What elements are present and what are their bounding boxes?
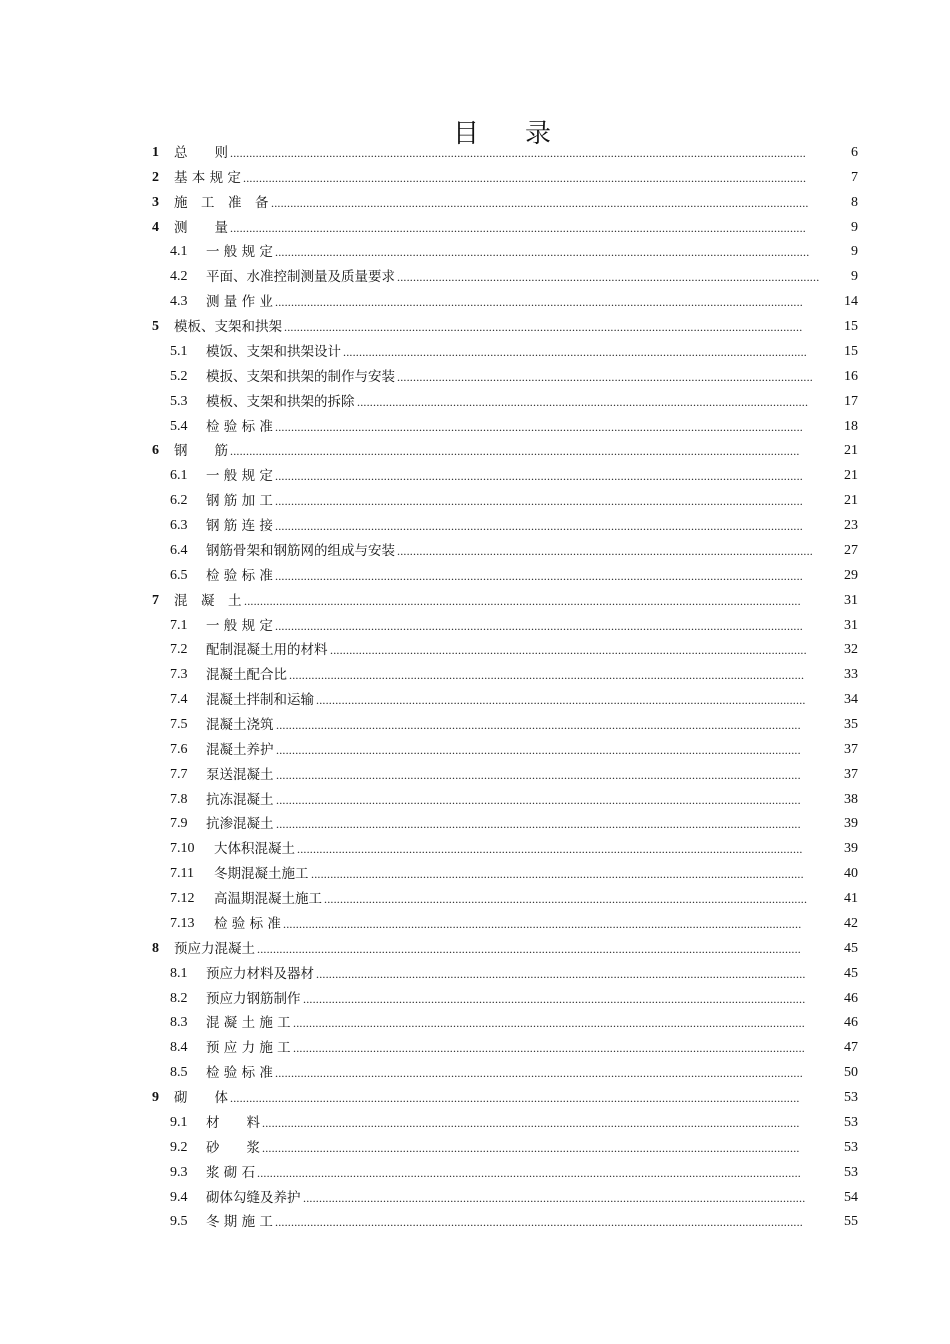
toc-entry-title: 钢 筋 bbox=[174, 443, 228, 460]
toc-section-entry[interactable] bbox=[0, 365, 950, 389]
toc-section-entry[interactable] bbox=[0, 1136, 950, 1160]
toc-section-entry[interactable] bbox=[0, 290, 950, 314]
toc-entry-page-number: 27 bbox=[844, 542, 858, 558]
dot-leader: .................................................................................................................................................................... bbox=[276, 718, 801, 732]
toc-entry-title: 钢 筋 连 接 bbox=[206, 518, 273, 535]
toc-entry-page-number: 6 bbox=[851, 145, 858, 160]
dot-leader: ......................................................................................................................................................... bbox=[316, 693, 806, 708]
toc-entry-page-number: 53 bbox=[844, 1090, 858, 1106]
toc-section-entry[interactable] bbox=[0, 912, 950, 936]
toc-section-entry[interactable] bbox=[0, 340, 950, 364]
dot-leader: .............................................................................................................................................................. bbox=[297, 842, 803, 857]
dot-leader: .................................................................................................................................................................................. bbox=[230, 444, 800, 459]
toc-entry-title: 配制混凝土用的材料 bbox=[206, 642, 328, 659]
toc-entry-number: 6.2 bbox=[170, 493, 188, 509]
toc-section-entry[interactable] bbox=[0, 763, 950, 787]
toc-chapter-entry[interactable] bbox=[0, 315, 950, 339]
toc-entry-page-number: 9 bbox=[851, 269, 858, 285]
toc-section-entry[interactable] bbox=[0, 489, 950, 513]
dot-leader: ................................................................................................................................................................ bbox=[293, 1016, 805, 1031]
toc-entry-title: 混凝土浇筑 bbox=[206, 717, 274, 733]
toc-entry-title: 钢筋骨架和钢筋网的组成与安装 bbox=[206, 542, 395, 559]
dot-leader: ........................................................................................................................................................................ bbox=[262, 1140, 800, 1155]
dot-leader: ....................................................................................................................................................................... bbox=[275, 245, 810, 260]
toc-section-entry[interactable] bbox=[0, 688, 950, 712]
dot-leader: ................................................................................................................................................. bbox=[343, 344, 807, 359]
toc-entry-title: 检 验 标 准 bbox=[206, 418, 273, 435]
toc-entry-page-number: 17 bbox=[844, 393, 858, 409]
toc-entry-title: 预 应 力 施 工 bbox=[206, 1040, 291, 1057]
toc-section-entry[interactable] bbox=[0, 962, 950, 986]
toc-entry-page-number: 33 bbox=[844, 667, 858, 683]
dot-leader: .................................................................................................................................................................... bbox=[276, 792, 801, 807]
toc-section-entry[interactable] bbox=[0, 1011, 950, 1035]
toc-entry-page-number: 32 bbox=[844, 642, 858, 658]
toc-entry-title: 检 验 标 准 bbox=[214, 915, 281, 932]
toc-entry-title: 混 凝 土 施 工 bbox=[206, 1015, 291, 1032]
toc-entry-number: 5.1 bbox=[170, 343, 188, 359]
toc-entry-number: 9.4 bbox=[170, 1189, 188, 1205]
toc-section-entry[interactable] bbox=[0, 738, 950, 762]
toc-entry-title: 材 料 bbox=[206, 1114, 260, 1131]
dot-leader: .................................................................................................................................................................... bbox=[276, 767, 801, 782]
toc-entry-page-number: 39 bbox=[844, 841, 858, 857]
toc-section-entry[interactable] bbox=[0, 1210, 950, 1234]
toc-entry-page-number: 37 bbox=[844, 766, 858, 782]
toc-entry-title: 检 验 标 准 bbox=[206, 567, 273, 584]
toc-entry-page-number: 9 bbox=[851, 244, 858, 260]
toc-entry-number: 7 bbox=[152, 592, 159, 608]
toc-entry-title: 平面、水准控制测量及质量要求 bbox=[206, 269, 395, 286]
dot-leader: ........................................................................................................................................................................ bbox=[262, 1115, 800, 1130]
toc-section-entry[interactable] bbox=[0, 713, 950, 737]
toc-entry-number: 7.1 bbox=[170, 617, 188, 633]
toc-entry-number: 9.5 bbox=[170, 1214, 188, 1230]
toc-entry-page-number: 29 bbox=[844, 567, 858, 583]
dot-leader: ..................................................................................................................................................................... bbox=[275, 494, 803, 509]
dot-leader: ..................................................................................................................................................................... bbox=[275, 295, 803, 310]
toc-entry-page-number: 35 bbox=[844, 717, 858, 732]
dot-leader: ............................................................................................................................................................. bbox=[303, 991, 806, 1006]
toc-section-entry[interactable] bbox=[0, 1186, 950, 1210]
toc-chapter-entry[interactable] bbox=[0, 937, 950, 961]
toc-entry-title: 基 本 规 定 bbox=[174, 169, 241, 186]
toc-entry-title: 冬 期 施 工 bbox=[206, 1214, 273, 1231]
toc-entry-page-number: 38 bbox=[844, 791, 858, 807]
toc-entry-number: 6 bbox=[152, 443, 159, 459]
toc-entry-number: 8.1 bbox=[170, 965, 188, 981]
toc-entry-number: 1 bbox=[152, 145, 159, 160]
dot-leader: .................................................................................................................................. bbox=[397, 543, 813, 558]
toc-section-entry[interactable] bbox=[0, 812, 950, 836]
dot-leader: .................................................................................................................................................................. bbox=[283, 916, 802, 931]
toc-entry-page-number: 9 bbox=[851, 219, 858, 235]
toc-entry-title: 测 量 bbox=[174, 219, 228, 236]
dot-leader: ........................................................................................................................................................................ bbox=[271, 195, 809, 210]
toc-entry-number: 3 bbox=[152, 194, 159, 210]
toc-entry-title: 高温期混凝土施工 bbox=[214, 891, 322, 908]
toc-entry-page-number: 46 bbox=[844, 990, 858, 1006]
toc-entry-title: 施 工 准 备 bbox=[174, 194, 269, 211]
dot-leader: ..................................................................................................................................................................... bbox=[275, 1215, 803, 1230]
toc-entry-number: 5.2 bbox=[170, 368, 188, 384]
toc-entry-title: 浆 砌 石 bbox=[206, 1164, 256, 1181]
toc-entry-number: 7.7 bbox=[170, 766, 188, 782]
toc-section-entry[interactable] bbox=[0, 1061, 950, 1085]
toc-entry-title: 冬期混凝土施工 bbox=[214, 866, 309, 883]
toc-chapter-entry[interactable] bbox=[0, 216, 950, 240]
toc-entry-title: 模饭、支架和拱架设计 bbox=[206, 343, 341, 360]
toc-entry-title: 混凝土配合比 bbox=[206, 667, 287, 684]
toc-chapter-entry[interactable] bbox=[0, 1086, 950, 1110]
toc-entry-number: 7.11 bbox=[170, 866, 194, 882]
toc-entry-title: 检 验 标 准 bbox=[206, 1065, 273, 1082]
toc-entry-number: 5.4 bbox=[170, 418, 188, 434]
toc-entry-page-number: 53 bbox=[844, 1114, 858, 1130]
toc-entry-page-number: 16 bbox=[844, 368, 858, 384]
toc-entry-number: 5 bbox=[152, 319, 159, 335]
toc-entry-page-number: 37 bbox=[844, 741, 858, 757]
toc-entry-title: 一 般 规 定 bbox=[206, 468, 273, 485]
toc-entry-page-number: 34 bbox=[844, 692, 858, 708]
toc-chapter-entry[interactable] bbox=[0, 589, 950, 613]
toc-entry-page-number: 23 bbox=[844, 518, 858, 534]
toc-entry-number: 9.2 bbox=[170, 1139, 188, 1155]
toc-entry-page-number: 18 bbox=[844, 418, 858, 434]
dot-leader: .................................................................................................................................................................... bbox=[276, 742, 801, 757]
toc-entry-title: 总 则 bbox=[174, 145, 228, 161]
toc-entry-title: 砌 体 bbox=[174, 1090, 228, 1107]
toc-chapter-entry[interactable] bbox=[0, 191, 950, 215]
toc-entry-title: 砂 浆 bbox=[206, 1139, 260, 1156]
toc-entry-page-number: 45 bbox=[844, 940, 858, 956]
toc-entry-number: 8.5 bbox=[170, 1065, 188, 1081]
toc-entry-number: 8.3 bbox=[170, 1015, 188, 1031]
toc-entry-number: 9 bbox=[152, 1090, 159, 1106]
toc-section-entry[interactable] bbox=[0, 464, 950, 488]
toc-entry-title: 抗冻混凝土 bbox=[206, 791, 274, 808]
toc-section-entry[interactable] bbox=[0, 614, 950, 638]
dot-leader: .............................................................................................................................................................................. bbox=[244, 593, 801, 608]
toc-entry-page-number: 14 bbox=[844, 294, 858, 310]
dot-leader: ................................................................................................................................................................................ bbox=[243, 170, 807, 185]
toc-entry-page-number: 47 bbox=[844, 1040, 858, 1056]
toc-entry-page-number: 55 bbox=[844, 1214, 858, 1230]
dot-leader: ..................................................................................................................................................................... bbox=[275, 568, 803, 583]
toc-entry-title: 一 般 规 定 bbox=[206, 244, 273, 261]
toc-entry-title: 混凝土拌制和运输 bbox=[206, 692, 314, 709]
toc-entry-number: 7.13 bbox=[170, 915, 195, 931]
toc-entry-number: 7.12 bbox=[170, 891, 195, 907]
toc-entry-page-number: 42 bbox=[844, 915, 858, 931]
toc-entry-number: 4.1 bbox=[170, 244, 188, 260]
toc-entry-title: 预应力混凝土 bbox=[174, 940, 255, 957]
toc-entry-page-number: 15 bbox=[844, 343, 858, 359]
toc-entry-title: 模板、支架和拱架的拆除 bbox=[206, 393, 355, 410]
page-title-char-1: 目 bbox=[452, 119, 479, 150]
dot-leader: .................................................................................................................................................................... bbox=[276, 817, 801, 832]
dot-leader: .................................................................................................................................. bbox=[397, 369, 813, 384]
dot-leader: ......................................................................................................................................................... bbox=[316, 966, 806, 981]
toc-entry-number: 7.9 bbox=[170, 816, 188, 832]
toc-entry-number: 7.10 bbox=[170, 841, 195, 857]
toc-entry-page-number: 31 bbox=[844, 592, 858, 608]
toc-entry-title: 预应力钢筋制作 bbox=[206, 990, 301, 1007]
toc-section-entry[interactable] bbox=[0, 265, 950, 289]
toc-entry-number: 4.3 bbox=[170, 294, 188, 310]
toc-entry-number: 8.4 bbox=[170, 1040, 188, 1056]
toc-entry-page-number: 45 bbox=[844, 965, 858, 981]
toc-section-entry[interactable] bbox=[0, 837, 950, 861]
toc-entry-page-number: 31 bbox=[844, 617, 858, 633]
toc-entry-number: 7.6 bbox=[170, 741, 188, 757]
toc-entry-page-number: 8 bbox=[851, 194, 858, 210]
dot-leader: ..................................................................................................................................................................... bbox=[275, 519, 803, 534]
toc-section-entry[interactable] bbox=[0, 663, 950, 687]
toc-section-entry[interactable] bbox=[0, 564, 950, 588]
dot-leader: ..................................................................................................................................................................... bbox=[275, 618, 803, 633]
toc-section-entry[interactable] bbox=[0, 1111, 950, 1135]
toc-entry-title: 一 般 规 定 bbox=[206, 617, 273, 634]
dot-leader: ..................................................................................................................................................... bbox=[330, 643, 807, 658]
dot-leader: .................................................................................................................................................................................... bbox=[230, 220, 806, 235]
toc-entry-page-number: 54 bbox=[844, 1189, 858, 1205]
toc-entry-number: 9.3 bbox=[170, 1164, 188, 1180]
toc-section-entry[interactable] bbox=[0, 514, 950, 538]
toc-entry-page-number: 41 bbox=[844, 891, 858, 907]
toc-entry-number: 6.5 bbox=[170, 567, 188, 583]
toc-section-entry[interactable] bbox=[0, 887, 950, 911]
dot-leader: ..................................................................................................................................................................... bbox=[275, 469, 803, 484]
toc-entry-page-number: 21 bbox=[844, 493, 858, 509]
toc-entry-number: 8.2 bbox=[170, 990, 188, 1006]
toc-entry-title: 泵送混凝土 bbox=[206, 766, 274, 783]
toc-entry-page-number: 53 bbox=[844, 1139, 858, 1155]
toc-entry-title: 测 量 作 业 bbox=[206, 294, 273, 311]
toc-entry-title: 砌体勾缝及养护 bbox=[206, 1189, 301, 1206]
toc-entry-page-number: 15 bbox=[844, 319, 858, 335]
toc-section-entry[interactable] bbox=[0, 240, 950, 264]
toc-entry-number: 6.1 bbox=[170, 468, 188, 484]
dot-leader: ............................................................................................................................................................. bbox=[303, 1190, 806, 1205]
toc-entry-title: 混凝土养护 bbox=[206, 741, 274, 758]
toc-entry-page-number: 50 bbox=[844, 1065, 858, 1081]
dot-leader: .................................................................................................................................................................. bbox=[284, 320, 803, 335]
toc-section-entry[interactable] bbox=[0, 539, 950, 563]
toc-entry-page-number: 53 bbox=[844, 1164, 858, 1180]
toc-entry-page-number: 46 bbox=[844, 1015, 858, 1031]
toc-entry-number: 2 bbox=[152, 169, 159, 185]
dot-leader: .................................................................................................................................................................................... bbox=[230, 146, 806, 160]
dot-leader: ................................................................................................................................................................. bbox=[289, 668, 805, 683]
toc-entry-title: 抗渗混凝土 bbox=[206, 816, 274, 833]
toc-entry-number: 7.8 bbox=[170, 791, 188, 807]
dot-leader: .......................................................................................................................................................................... bbox=[257, 1165, 801, 1180]
toc-entry-number: 7.3 bbox=[170, 667, 188, 683]
toc-section-entry[interactable] bbox=[0, 1161, 950, 1185]
toc-entry-number: 4 bbox=[152, 219, 159, 235]
toc-section-entry[interactable] bbox=[0, 987, 950, 1011]
dot-leader: .......................................................................................................................................................... bbox=[311, 867, 804, 882]
toc-section-entry[interactable] bbox=[0, 862, 950, 886]
toc-entry-page-number: 7 bbox=[851, 169, 858, 185]
toc-chapter-entry[interactable] bbox=[0, 166, 950, 190]
toc-section-entry[interactable] bbox=[0, 415, 950, 439]
toc-section-entry[interactable] bbox=[0, 638, 950, 662]
dot-leader: .......................................................................................................................................................................... bbox=[257, 941, 801, 956]
dot-leader: ..................................................................................................................................................................... bbox=[275, 1066, 803, 1081]
toc-section-entry[interactable] bbox=[0, 1036, 950, 1060]
toc-entry-title: 预应力材料及器材 bbox=[206, 965, 314, 982]
toc-entry-number: 7.2 bbox=[170, 642, 188, 658]
toc-entry-number: 9.1 bbox=[170, 1114, 188, 1130]
toc-entry-number: 4.2 bbox=[170, 269, 188, 285]
toc-entry-page-number: 21 bbox=[844, 443, 858, 459]
toc-chapter-entry[interactable] bbox=[0, 439, 950, 463]
dot-leader: .................................................................................................................................................................................. bbox=[230, 1091, 800, 1106]
page-title-char-2: 录 bbox=[525, 119, 552, 150]
dot-leader: ................................................................................................................................................................ bbox=[293, 1041, 805, 1056]
toc-entry-number: 7.5 bbox=[170, 717, 188, 732]
toc-section-entry[interactable] bbox=[0, 788, 950, 812]
toc-entry-page-number: 21 bbox=[844, 468, 858, 484]
toc-chapter-entry[interactable] bbox=[0, 141, 950, 165]
toc-entry-number: 7.4 bbox=[170, 692, 188, 708]
toc-entry-number: 6.3 bbox=[170, 518, 188, 534]
dot-leader: ............................................................................................................................................. bbox=[357, 394, 809, 409]
toc-entry-title: 模扳、支架和拱架的制作与安装 bbox=[206, 368, 395, 385]
toc-entry-title: 钢 筋 加 工 bbox=[206, 493, 273, 510]
toc-entry-title: 混 凝 土 bbox=[174, 592, 242, 609]
toc-entry-page-number: 39 bbox=[844, 816, 858, 832]
dot-leader: .................................................................................................................................... bbox=[397, 270, 820, 285]
toc-entry-number: 6.4 bbox=[170, 542, 188, 558]
toc-entry-number: 8 bbox=[152, 940, 159, 956]
dot-leader: ....................................................................................................................................................... bbox=[324, 892, 808, 907]
toc-section-entry[interactable] bbox=[0, 390, 950, 414]
dot-leader: ..................................................................................................................................................................... bbox=[275, 419, 803, 434]
toc-entry-number: 5.3 bbox=[170, 393, 188, 409]
toc-entry-title: 模板、支架和拱架 bbox=[174, 319, 282, 336]
toc-entry-page-number: 40 bbox=[844, 866, 858, 882]
toc-entry-title: 大体积混凝土 bbox=[214, 841, 295, 858]
